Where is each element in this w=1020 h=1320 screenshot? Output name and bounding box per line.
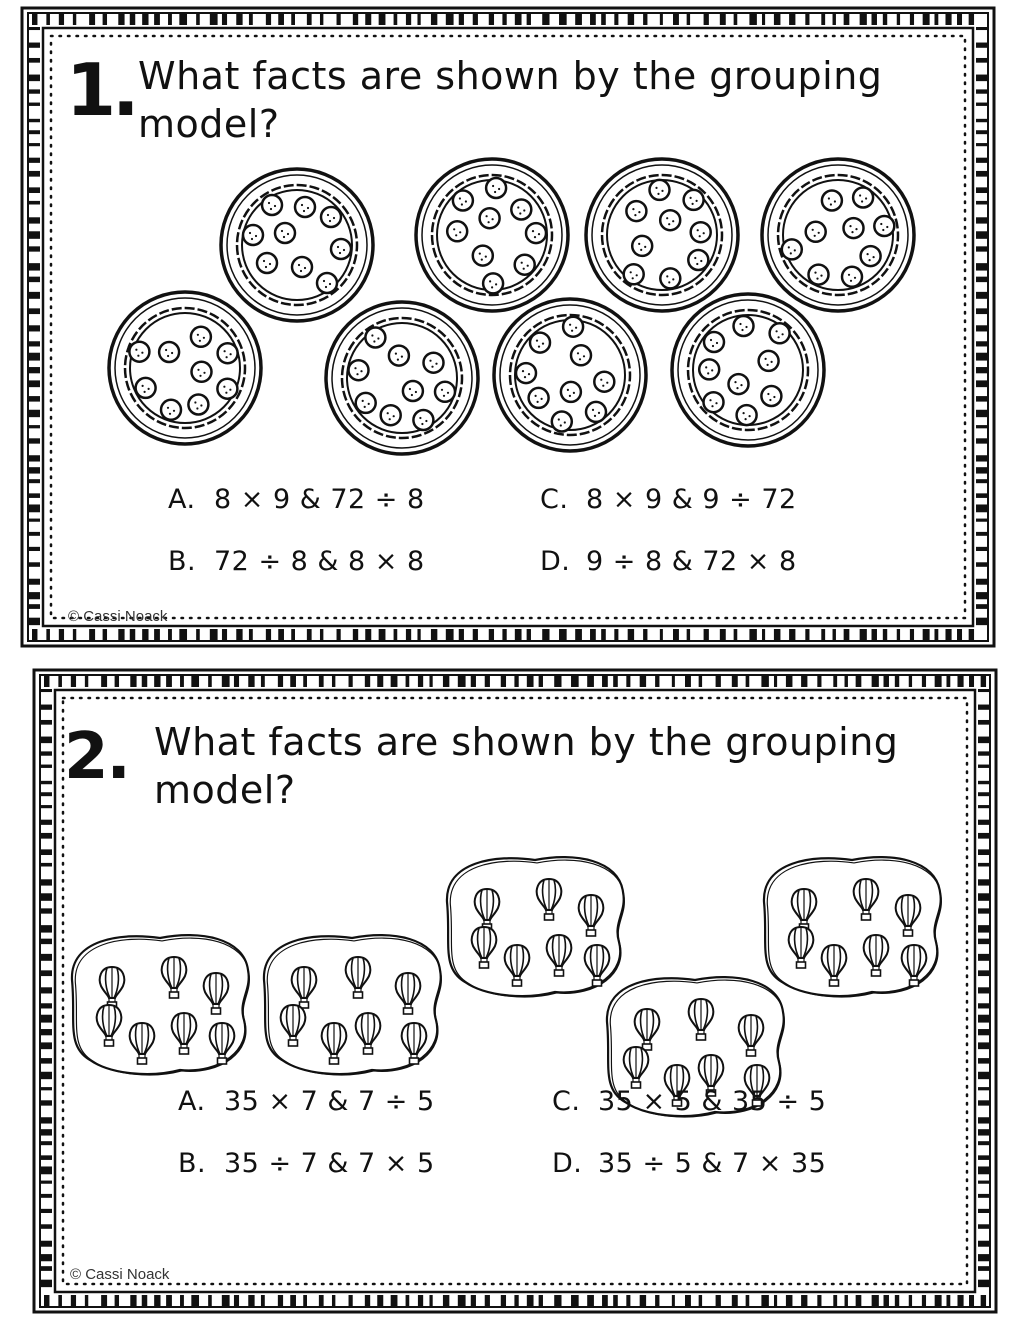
pizza-icon xyxy=(109,292,261,444)
option-text: 35 × 5 & 35 ÷ 5 xyxy=(598,1086,827,1117)
copyright-text: © Cassi Noack xyxy=(68,608,168,625)
option-text: 9 ÷ 8 & 72 × 8 xyxy=(586,546,797,577)
pizza-icon xyxy=(221,169,373,321)
question-number: 2. xyxy=(64,720,129,794)
option-letter: B. xyxy=(178,1148,207,1179)
pizza-icon xyxy=(416,159,568,311)
option-text: 72 ÷ 8 & 8 × 8 xyxy=(214,546,425,577)
answer-option-d[interactable] xyxy=(540,546,797,577)
option-letter: C. xyxy=(552,1086,581,1117)
answer-option-c[interactable] xyxy=(540,484,797,515)
question-number: 1. xyxy=(66,48,136,132)
pizza-icon xyxy=(672,294,824,446)
pizza-icon xyxy=(494,299,646,451)
pizza-icon xyxy=(586,159,738,311)
option-letter: D. xyxy=(540,546,571,577)
option-text: 35 ÷ 7 & 7 × 5 xyxy=(224,1148,435,1179)
option-letter: A. xyxy=(168,484,196,515)
answer-option-b[interactable] xyxy=(168,546,425,577)
option-letter: A. xyxy=(178,1086,206,1117)
option-letter: B. xyxy=(168,546,197,577)
copyright-text: © Cassi Noack xyxy=(70,1266,170,1283)
answer-option-d[interactable] xyxy=(552,1148,826,1179)
grouping-model xyxy=(0,0,1020,480)
answer-option-b[interactable] xyxy=(178,1148,435,1179)
question-line: What facts are shown by the grouping xyxy=(138,54,883,98)
option-letter: C. xyxy=(540,484,569,515)
option-text: 8 × 9 & 9 ÷ 72 xyxy=(586,484,797,515)
option-text: 35 × 7 & 7 ÷ 5 xyxy=(224,1086,435,1117)
grouping-model xyxy=(0,772,1020,1172)
pizza-icon xyxy=(326,302,478,454)
balloon-group xyxy=(447,857,624,997)
balloon-group xyxy=(264,935,441,1075)
question-line: What facts are shown by the grouping xyxy=(154,720,899,764)
task-card-1 xyxy=(0,0,1020,650)
option-text: 8 × 9 & 72 ÷ 8 xyxy=(214,484,425,515)
answer-option-a[interactable] xyxy=(168,484,425,515)
option-text: 35 ÷ 5 & 7 × 35 xyxy=(598,1148,827,1179)
task-card-2 xyxy=(0,662,1020,1320)
pizza-icon xyxy=(762,159,914,311)
option-letter: D. xyxy=(552,1148,583,1179)
question-line: model? xyxy=(154,768,296,812)
balloon-group xyxy=(764,857,941,997)
answer-option-a[interactable] xyxy=(178,1086,435,1117)
balloon-group xyxy=(72,935,249,1075)
question-line: model? xyxy=(138,102,280,146)
answer-option-c[interactable] xyxy=(552,1086,826,1117)
